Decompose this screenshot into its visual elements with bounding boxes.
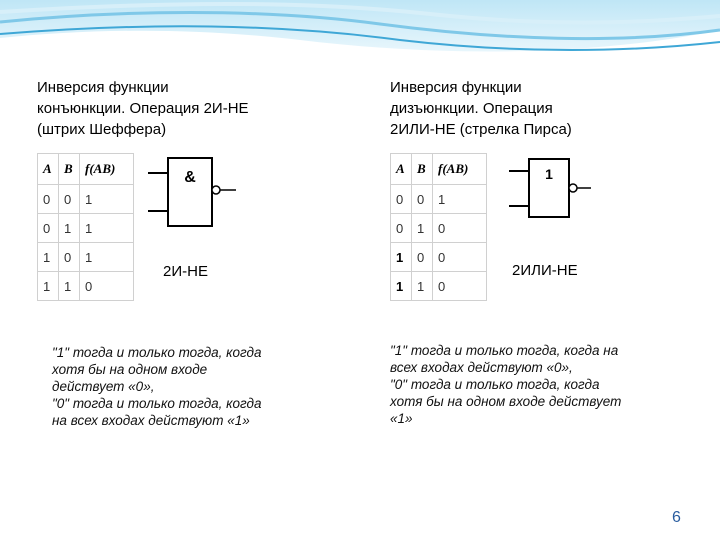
- nor-gate-caption: 2ИЛИ-НЕ: [512, 262, 578, 279]
- right-heading: [390, 77, 650, 140]
- table-cell: 1: [391, 243, 412, 272]
- right-heading-line: дизъюнкции. Операция: [390, 100, 553, 117]
- table-cell: 0: [80, 272, 134, 301]
- table-header-row: [391, 154, 487, 185]
- table-cell: 0: [391, 185, 412, 214]
- column-header-b: B: [59, 154, 80, 185]
- description-line: на всех входах действуют «1»: [52, 413, 250, 428]
- table-cell: 0: [38, 185, 59, 214]
- column-header-f: f(AB): [80, 154, 134, 185]
- description-line: «1»: [390, 411, 413, 426]
- table-cell: 0: [59, 243, 80, 272]
- table-row: [391, 272, 487, 301]
- table-cell: 0: [391, 214, 412, 243]
- table-cell: 1: [412, 272, 433, 301]
- table-cell: 1: [80, 214, 134, 243]
- nor-description: [390, 342, 680, 427]
- table-cell: 1: [59, 272, 80, 301]
- nand-gate-caption: 2И-НЕ: [163, 263, 208, 280]
- description-line: всех входах действуют «0»,: [390, 360, 573, 375]
- nand-truth-table: [37, 153, 134, 301]
- table-row: [391, 214, 487, 243]
- description-line: хотя бы на одном входе: [52, 362, 208, 377]
- table-cell: 0: [59, 185, 80, 214]
- description-line: "0" тогда и только тогда, когда: [52, 396, 262, 411]
- nand-gate-symbol: [144, 152, 240, 230]
- table-row: [38, 272, 134, 301]
- nand-description: [52, 344, 322, 429]
- table-cell: 1: [391, 272, 412, 301]
- description-line: "0" тогда и только тогда, когда: [390, 377, 600, 392]
- table-row: [391, 243, 487, 272]
- table-cell: 1: [433, 185, 487, 214]
- table-row: [38, 185, 134, 214]
- left-heading-line: Инверсия функции: [37, 79, 169, 96]
- description-line: хотя бы на одном входе действует: [390, 394, 622, 409]
- table-cell: 1: [38, 272, 59, 301]
- table-cell: 1: [412, 214, 433, 243]
- table-row: [38, 243, 134, 272]
- table-cell: 1: [80, 243, 134, 272]
- gate-inversion-bubble: [212, 186, 220, 194]
- table-cell: 1: [59, 214, 80, 243]
- column-header-f: f(AB): [433, 154, 487, 185]
- table-cell: 0: [433, 272, 487, 301]
- table-cell: 0: [412, 185, 433, 214]
- left-heading: [37, 77, 327, 140]
- column-header-a: A: [391, 154, 412, 185]
- description-line: "1" тогда и только тогда, когда на: [390, 343, 619, 358]
- left-heading-line: (штрих Шеффера): [37, 121, 167, 138]
- table-cell: 1: [80, 185, 134, 214]
- right-heading-line: 2ИЛИ-НЕ (стрелка Пирса): [390, 121, 572, 138]
- header-wave-decoration: [0, 0, 720, 70]
- gate-symbol-label: &: [184, 169, 196, 186]
- column-header-b: B: [412, 154, 433, 185]
- gate-inversion-bubble: [569, 184, 577, 192]
- table-row: [38, 214, 134, 243]
- table-row: [391, 185, 487, 214]
- table-cell: 0: [412, 243, 433, 272]
- table-header-row: [38, 154, 134, 185]
- table-cell: 0: [433, 243, 487, 272]
- left-heading-line: конъюнкции. Операция 2И-НЕ: [37, 100, 249, 117]
- right-heading-line: Инверсия функции: [390, 79, 522, 96]
- nor-gate-symbol: [505, 157, 593, 219]
- nor-truth-table: [390, 153, 487, 301]
- column-header-a: A: [38, 154, 59, 185]
- page-number: 6: [672, 509, 681, 526]
- description-line: действует «0»,: [52, 379, 155, 394]
- gate-symbol-label: 1: [545, 166, 553, 182]
- table-cell: 0: [433, 214, 487, 243]
- table-cell: 0: [38, 214, 59, 243]
- table-cell: 1: [38, 243, 59, 272]
- description-line: "1" тогда и только тогда, когда: [52, 345, 262, 360]
